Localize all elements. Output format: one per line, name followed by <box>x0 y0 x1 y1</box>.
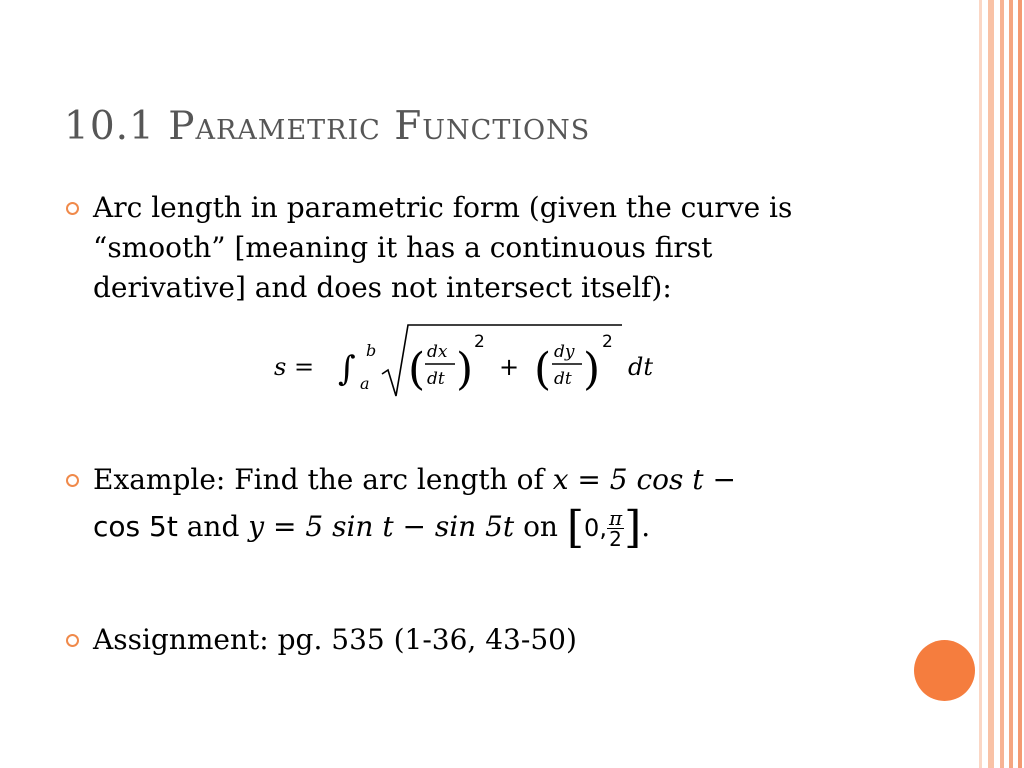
word-on: on <box>523 510 558 543</box>
exponent: 2 <box>602 332 613 352</box>
frac-den-two: 2 <box>609 527 622 551</box>
interval-start: 0, <box>584 514 607 542</box>
decor-circle <box>914 640 975 701</box>
text-line: “smooth” [meaning it has a continuous first <box>93 231 713 264</box>
frac-num-dx: dx <box>427 342 448 362</box>
bullet-text-arc-length <box>93 188 883 308</box>
lower-limit: a <box>360 374 370 393</box>
decor-stripe <box>1000 0 1004 768</box>
bullet-icon <box>66 634 79 647</box>
frac-num-pi: π <box>608 506 623 530</box>
text-line: Arc length in parametric form (given the curve is <box>93 191 793 224</box>
example-lead: Example: Find the arc length of <box>93 463 544 496</box>
paren-open: ( <box>534 344 552 395</box>
exponent: 2 <box>474 332 485 352</box>
paren-open: ( <box>408 344 426 395</box>
paren-close: ) <box>583 344 601 395</box>
y-equation: y = 5 sin t − sin 5t <box>248 510 515 543</box>
bracket-open: [ <box>566 502 585 553</box>
bracket-close: ] <box>624 502 642 553</box>
upper-limit: b <box>366 341 377 360</box>
bullet-text-example-cont <box>93 502 883 553</box>
frac-den-dt: dt <box>554 369 572 389</box>
bullet-text-example <box>93 460 883 500</box>
x-equation: x = 5 cos t − <box>552 463 736 496</box>
word-and: and <box>186 510 240 543</box>
text-line: derivative] and does not intersect itself): <box>93 271 672 304</box>
integral-icon: ∫ <box>338 349 356 389</box>
bullet-icon <box>66 474 79 487</box>
plus-sign: + <box>499 353 520 381</box>
decor-stripe <box>1009 0 1013 768</box>
frac-den-dt: dt <box>427 369 445 389</box>
slide-title: 10.1 Parametric Functions <box>64 104 591 149</box>
x-equation-tail: cos 5t <box>93 510 178 543</box>
formula-lhs: s = <box>274 353 315 381</box>
frac-num-dy: dy <box>554 342 575 362</box>
arc-length-formula <box>274 322 674 402</box>
decor-stripe <box>979 0 982 768</box>
period: . <box>641 510 651 543</box>
bullet-icon <box>66 202 79 215</box>
bullet-text-assignment: Assignment: pg. 535 (1-36, 43-50) <box>93 623 577 656</box>
pi-over-two <box>607 508 624 549</box>
decor-stripe <box>1018 0 1022 768</box>
decor-stripe <box>988 0 994 768</box>
formula-tail-dt: dt <box>628 353 654 381</box>
paren-close: ) <box>456 344 474 395</box>
